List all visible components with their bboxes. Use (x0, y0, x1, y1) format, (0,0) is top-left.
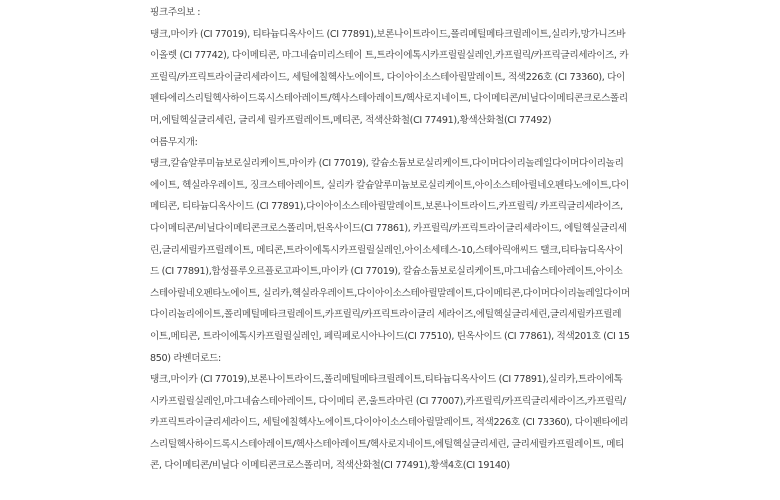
section-body-summer-rainbow: 탱크,칼슘알루미늄보로실리케이트,마이카 (CI 77019), 칼슘소듐보로실리케이트,다이머다이리놀레일다이머다이리놀리에이트, 헥실라우레이트, 징크스테아레이트, 실리카 칼슘알루미늄보로실리케이트,아이소스테아릴네오펜타노에이트,다이메티콘, 티타늄디옥사이드 (CI 77891),다이아이소스테아릴말레이트,보론나이트라이드,카프릴릭/ 카프릭글리세라이즈, 다이메티콘/비닐다이메티콘크로스폴리머,틴옥사이드(CI 77861), 카프릴릭/카프릭트라이글리세라이드, 에틸헥실글리세린,글리세릴카프릴레이트, 메티콘,트라이에톡시카프릴릴실레인,아이소세테스-10,스테아릭애씨드 탤크,티타늄디옥사이드 (CI 77891),합성플루오르플로고파이트,마이카 (CI 77019), 칼슘소듐보로실리케이트,마그네슘스테아레이트,아이소스테아릴네오펜타노에이트, 실리카,헥실라우레이트,다이아이소스테아릴말레이트,다이메티콘,다이머다이리놀레일다이머다이리놀리에이트,폴리메틸메타크릴레이트,카프릴릭/카프릭트라이글리 세라이즈,에틸헥실글리세린,글리세릴카프릴레이트,메티콘, 트라이에톡시카프릴릴실레인, 페릭페로시아나이드(CI 77510), 틴옥사이드 (CI 77861), 적색201호 (CI 15850) 라벤더로드: (150, 158, 630, 364)
section-body-lavender-road: 탱크,마이카 (CI 77019),보론나이트라이드,폴리메틸메타크릴레이트,티타늄디옥사이드 (CI 77891),실리카,트라이에톡시카프릴릴실레인,마그네슘스테아레이트, 다이메티 콘,울트라마린 (CI 77007),카프릴릭/카프릭글리세라이즈,카프릴릭/카프릭트라이글리세라이드, 세틸에칠헥사노에이트,다이아이소스테아릴말레이트, 적색226호 (CI 73360), 다이펜타에리스리틸헥사하이드록시스테아레이트/헥사스테아레이트/헥사로지네이트,에틸헥실글리세린, 글리세릴카프릴레이트, 메티콘, 다이메티콘/비닐다 이메티콘크로스폴리머, 적색산화철(CI 77491),황색4호(CI 19140) (150, 374, 629, 472)
ingredient-document (150, 2, 630, 477)
section-heading-summer-rainbow: 여름무지개: (150, 136, 198, 148)
section-body-pink-alert: 탱크,마이카 (CI 77019), 티타늄디옥사이드 (CI 77891),보론나이트라이드,폴리메틸메타크릴레이트,실리카,망가니즈바이올렛 (CI 77742), 다이메티콘, 마그네슘미리스테이 트,트라이에톡시카프릴릴실레인,카프릴릭/카프릭글리세라이즈, 카프릴릭/카프릭트라이글리세라이드, 세틸에칠헥사노에이트, 다이아이소스테아릴말레이트, 적색226호 (CI 73360), 다이펜타에리스리틸헥사하이드록시스테아레이트/헥사스테아레이트/헥사로지네이트, 다이메티콘/비닐다이메티콘크로스폴리머,에틸헥실글리세린, 글리세 릴카프릴레이트,메티콘, 적색산화철(CI 77491),황색산화철(CI 77492) (150, 28, 629, 126)
section-heading-pink-alert: 핑크주의보 : (150, 7, 201, 18)
